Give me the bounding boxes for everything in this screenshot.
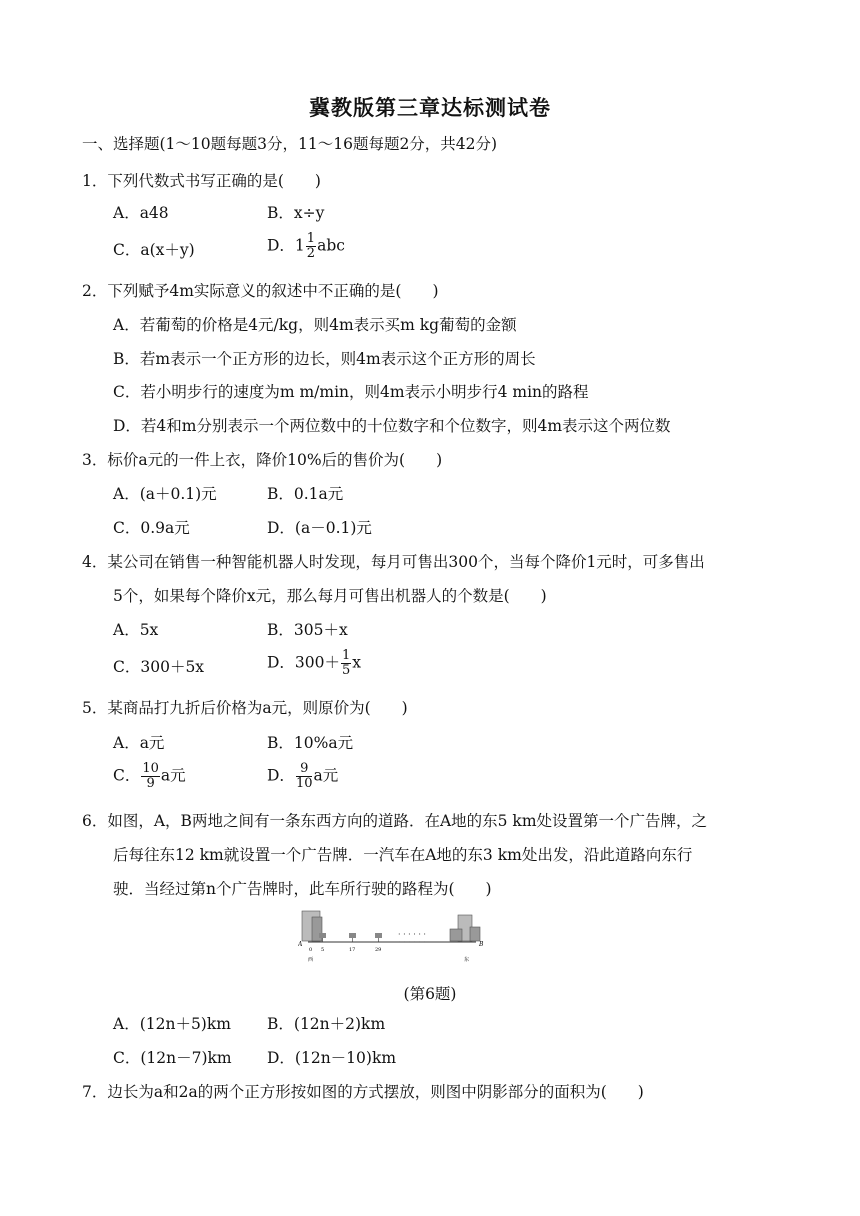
section-heading: 一、选择题(1～10题每题3分，11～16题每题2分，共42分) [82,135,498,153]
question-3-option-a: A．(a＋0.1)元 [113,485,217,503]
question-2-option-b: B．若m表示一个正方形的边长，则4m表示这个正方形的周长 [113,350,536,368]
east-building-icon [450,929,462,941]
road-diagram [298,905,488,965]
fraction [296,762,313,791]
fraction-denominator: 10 [295,776,313,791]
fraction-denominator: 9 [146,776,155,791]
fraction [341,649,351,678]
question-5-option-c [113,762,186,791]
question-5-stem: 5．某商品打九折后价格为a元，则原价为( ) [82,699,408,717]
question-6-option-b: B．(12n＋2)km [267,1015,386,1033]
tick-label: 0 [309,947,313,953]
question-2-option-a: A．若葡萄的价格是4元/kg，则4m表示买m kg葡萄的金额 [113,316,517,334]
billboard-icon [319,933,326,938]
question-4-option-b: B．305＋x [267,621,348,639]
east-building-icon [470,927,480,941]
fraction-numerator: 9 [296,762,313,777]
question-6-option-c: C．(12n－7)km [113,1049,232,1067]
question-6-option-a: A．(12n＋5)km [113,1015,231,1033]
question-7-stem: 7．边长为a和2a的两个正方形按如图的方式摆放，则图中阴影部分的面积为( ) [82,1083,644,1101]
label-west: 西 [308,957,314,963]
question-4-stem-line-2: 5个，如果每个降价x元，那么每月可售出机器人的个数是( ) [113,587,547,605]
question-1-option-c: C．a(x＋y) [113,241,195,259]
billboard-icon [375,933,382,938]
fraction [141,762,160,791]
question-2-stem: 2．下列赋予4m实际意义的叙述中不正确的是( ) [82,282,439,300]
label-b: B [479,941,484,948]
option-c-suffix: a元 [160,766,186,785]
fraction-denominator: 5 [342,663,351,678]
billboard-icon [349,933,356,938]
tick-label: 17 [349,947,356,953]
question-6-option-d: D．(12n－10)km [267,1049,397,1067]
question-4-option-a: A．5x [113,621,159,639]
question-5-option-d [267,762,338,791]
option-d-suffix: a元 [313,766,339,785]
question-6-stem-line-3: 驶．当经过第n个广告牌时，此车所行驶的路程为( ) [113,880,492,898]
option-d-prefix: D． [267,766,295,785]
fraction-denominator: 2 [306,246,316,261]
label-east: 东 [464,957,470,963]
question-3-option-c: C．0.9a元 [113,519,190,537]
fraction-numerator: 1 [306,231,316,246]
fraction [306,232,316,261]
question-4-option-d [267,649,361,678]
question-3-option-b: B．0.1a元 [267,485,344,503]
ellipsis-dots: · · · · · · [398,930,426,939]
question-6-stem-line-2: 后每往东12 km就设置一个广告牌．一汽车在A地的东3 km处出发，沿此道路向东行 [113,846,693,864]
ellipsis-dots: · · · · · · [398,938,426,947]
option-d-suffix: x [352,653,362,672]
question-1-option-d [267,232,345,261]
option-d-suffix: abc [317,236,345,255]
tick-label: 5 [321,947,325,953]
question-2-option-d: D．若4和m分别表示一个两位数中的十位数字和个位数字，则4m表示这个两位数 [113,417,671,435]
tick-label: 29 [375,947,382,953]
question-3-option-d: D．(a－0.1)元 [267,519,372,537]
page-title: 冀教版第三章达标测试卷 [309,96,551,120]
option-d-prefix: D．300＋ [267,653,341,672]
question-1-option-b: B．x÷y [267,204,325,222]
question-5-option-b: B．10%a元 [267,734,354,752]
option-d-prefix: D．1 [267,236,305,255]
question-4-stem-line-1: 4．某公司在销售一种智能机器人时发现，每月可售出300个，当每个降价1元时，可多售出 [82,553,705,571]
option-c-prefix: C． [113,766,141,785]
fraction-numerator: 10 [142,761,159,776]
question-5-option-a: A．a元 [113,734,165,752]
question-4-option-c: C．300＋5x [113,658,205,676]
question-2-option-c: C．若小明步行的速度为m m/min，则4m表示小明步行4 min的路程 [113,383,589,401]
label-a: A [298,941,303,948]
question-6-stem-line-1: 6．如图，A，B两地之间有一条东西方向的道路．在A地的东5 km处设置第一个广告牌，之 [82,812,708,830]
question-3-stem: 3．标价a元的一件上衣，降价10%后的售价为( ) [82,451,443,469]
fraction-numerator: 1 [342,648,351,663]
figure-caption: (第6题) [403,985,457,1003]
question-1-option-a: A．a48 [113,204,169,222]
question-1-stem: 1．下列代数式书写正确的是( ) [82,172,321,190]
